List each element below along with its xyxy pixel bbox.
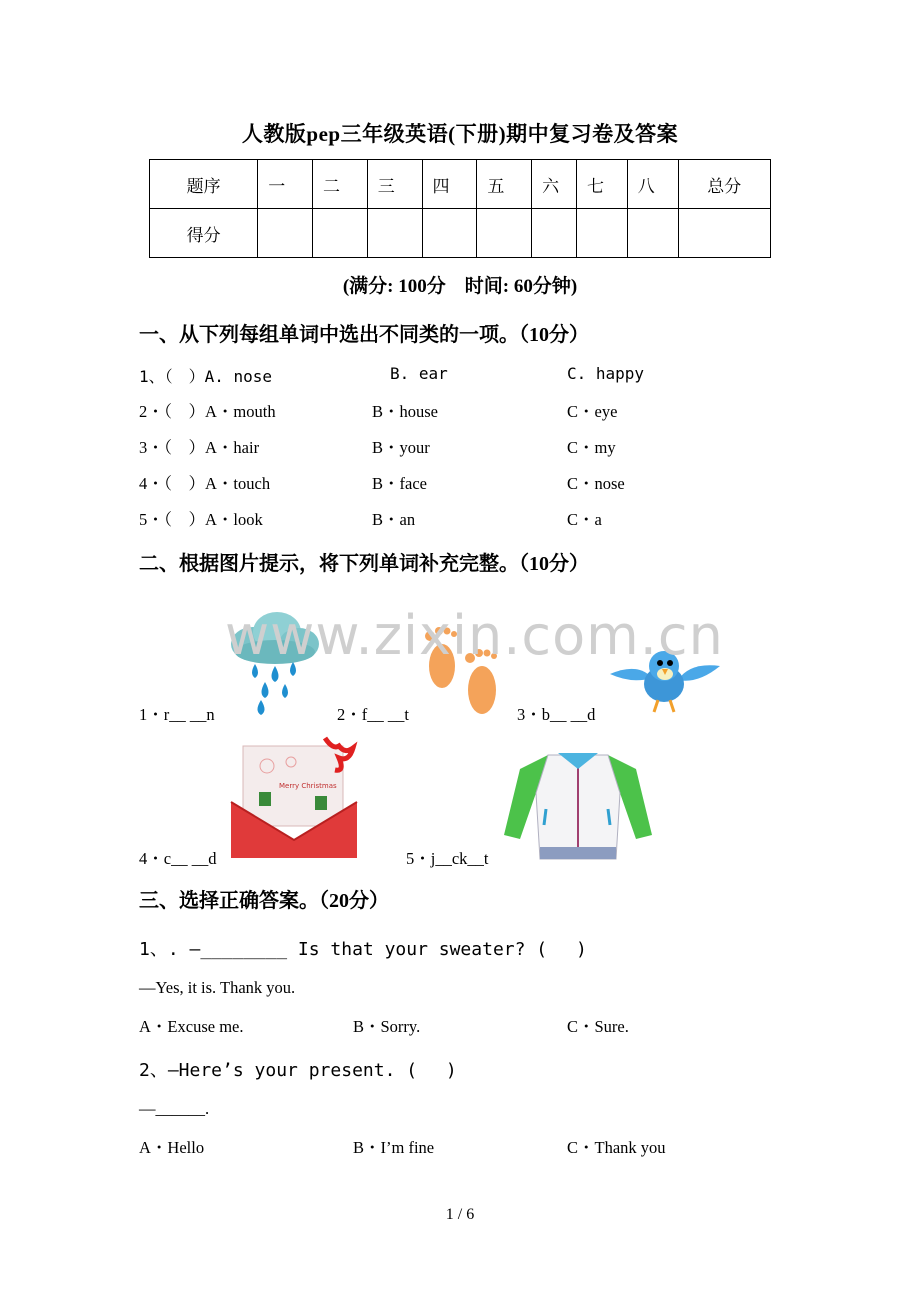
score-header-cell: 一	[258, 160, 313, 209]
option-c: C・eye	[567, 402, 618, 421]
section3-heading: 三、选择正确答案。（20分）	[139, 890, 389, 912]
score-cell[interactable]	[313, 209, 368, 258]
section2-heading: 二、根据图片提示，将下列单词补充完整。（10分）	[139, 553, 589, 575]
page-title: 人教版pep三年级英语(下册)期中复习卷及答案	[241, 122, 679, 146]
score-header-cell: 总分	[678, 160, 770, 209]
option-b: B. ear	[390, 364, 448, 383]
question-row	[139, 434, 839, 456]
fill-word-1[interactable]: 1・r__ __n	[139, 705, 215, 724]
option-c: C・a	[567, 510, 602, 529]
page-number: 1 / 6	[445, 1206, 475, 1223]
option-c[interactable]: C・Sure.	[567, 1017, 629, 1036]
option-c: C・nose	[567, 474, 625, 493]
question-row	[139, 506, 839, 528]
jacket-icon	[500, 749, 656, 861]
option-b: B・your	[372, 438, 430, 457]
fill-word-3[interactable]: 3・b__ __d	[517, 705, 596, 724]
score-header-cell: 五	[477, 160, 532, 209]
score-header-cell: 二	[313, 160, 368, 209]
christmas-card-icon	[229, 732, 359, 860]
score-row-label: 得分	[150, 209, 258, 258]
question-stem: 3・（ ）A・hair	[139, 438, 260, 457]
score-cell[interactable]	[576, 209, 627, 258]
section1-heading: 一、从下列每组单词中选出不同类的一项。（10分）	[139, 324, 589, 346]
score-cell[interactable]	[422, 209, 477, 258]
exam-info: (满分: 100分 时间: 60分钟)	[342, 276, 578, 297]
answer-line-2: —______.	[139, 1099, 210, 1118]
question-row	[139, 470, 839, 492]
question-stem: 1、（ ）A. nose	[139, 367, 273, 386]
score-cell[interactable]	[678, 209, 770, 258]
card-text: Merry Christmas	[279, 782, 337, 790]
score-cell[interactable]	[627, 209, 678, 258]
question-2: 2、—Here’s your present. ( )	[139, 1060, 457, 1081]
watermark: www.zixin.com.cn	[225, 604, 724, 667]
option-c: C・my	[567, 438, 616, 457]
option-a[interactable]: A・Excuse me.	[139, 1017, 244, 1036]
score-cell[interactable]	[477, 209, 532, 258]
option-c[interactable]: C・Thank you	[567, 1138, 666, 1157]
score-table-header-row	[150, 160, 771, 209]
option-b[interactable]: B・Sorry.	[353, 1017, 421, 1036]
score-header-cell: 四	[422, 160, 477, 209]
score-cell[interactable]	[367, 209, 422, 258]
question-stem: 4・（ ）A・touch	[139, 474, 271, 493]
fill-word-5[interactable]: 5・j__ck__t	[406, 849, 489, 868]
score-cell[interactable]	[532, 209, 577, 258]
option-a[interactable]: A・Hello	[139, 1138, 205, 1157]
score-table	[149, 159, 771, 258]
fill-word-2[interactable]: 2・f__ __t	[337, 705, 409, 724]
fill-word-4[interactable]: 4・c__ __d	[139, 849, 217, 868]
question-row	[139, 364, 839, 386]
option-b: B・face	[372, 474, 427, 493]
score-header-cell: 八	[627, 160, 678, 209]
question-stem: 5・（ ）A・look	[139, 510, 263, 529]
answer-line-1: —Yes, it is. Thank you.	[139, 978, 296, 997]
option-b: B・an	[372, 510, 416, 529]
score-cell[interactable]	[258, 209, 313, 258]
score-header-cell: 六	[532, 160, 577, 209]
score-table-score-row	[150, 209, 771, 258]
option-b: B・house	[372, 402, 438, 421]
score-header-cell: 三	[367, 160, 422, 209]
option-b[interactable]: B・I’m fine	[353, 1138, 435, 1157]
option-c: C. happy	[567, 364, 645, 383]
question-row	[139, 398, 839, 420]
question-1: 1、. —________ Is that your sweater? ( )	[139, 939, 587, 960]
score-header-cell: 题序	[150, 160, 258, 209]
score-header-cell: 七	[576, 160, 627, 209]
question-stem: 2・（ ）A・mouth	[139, 402, 276, 421]
